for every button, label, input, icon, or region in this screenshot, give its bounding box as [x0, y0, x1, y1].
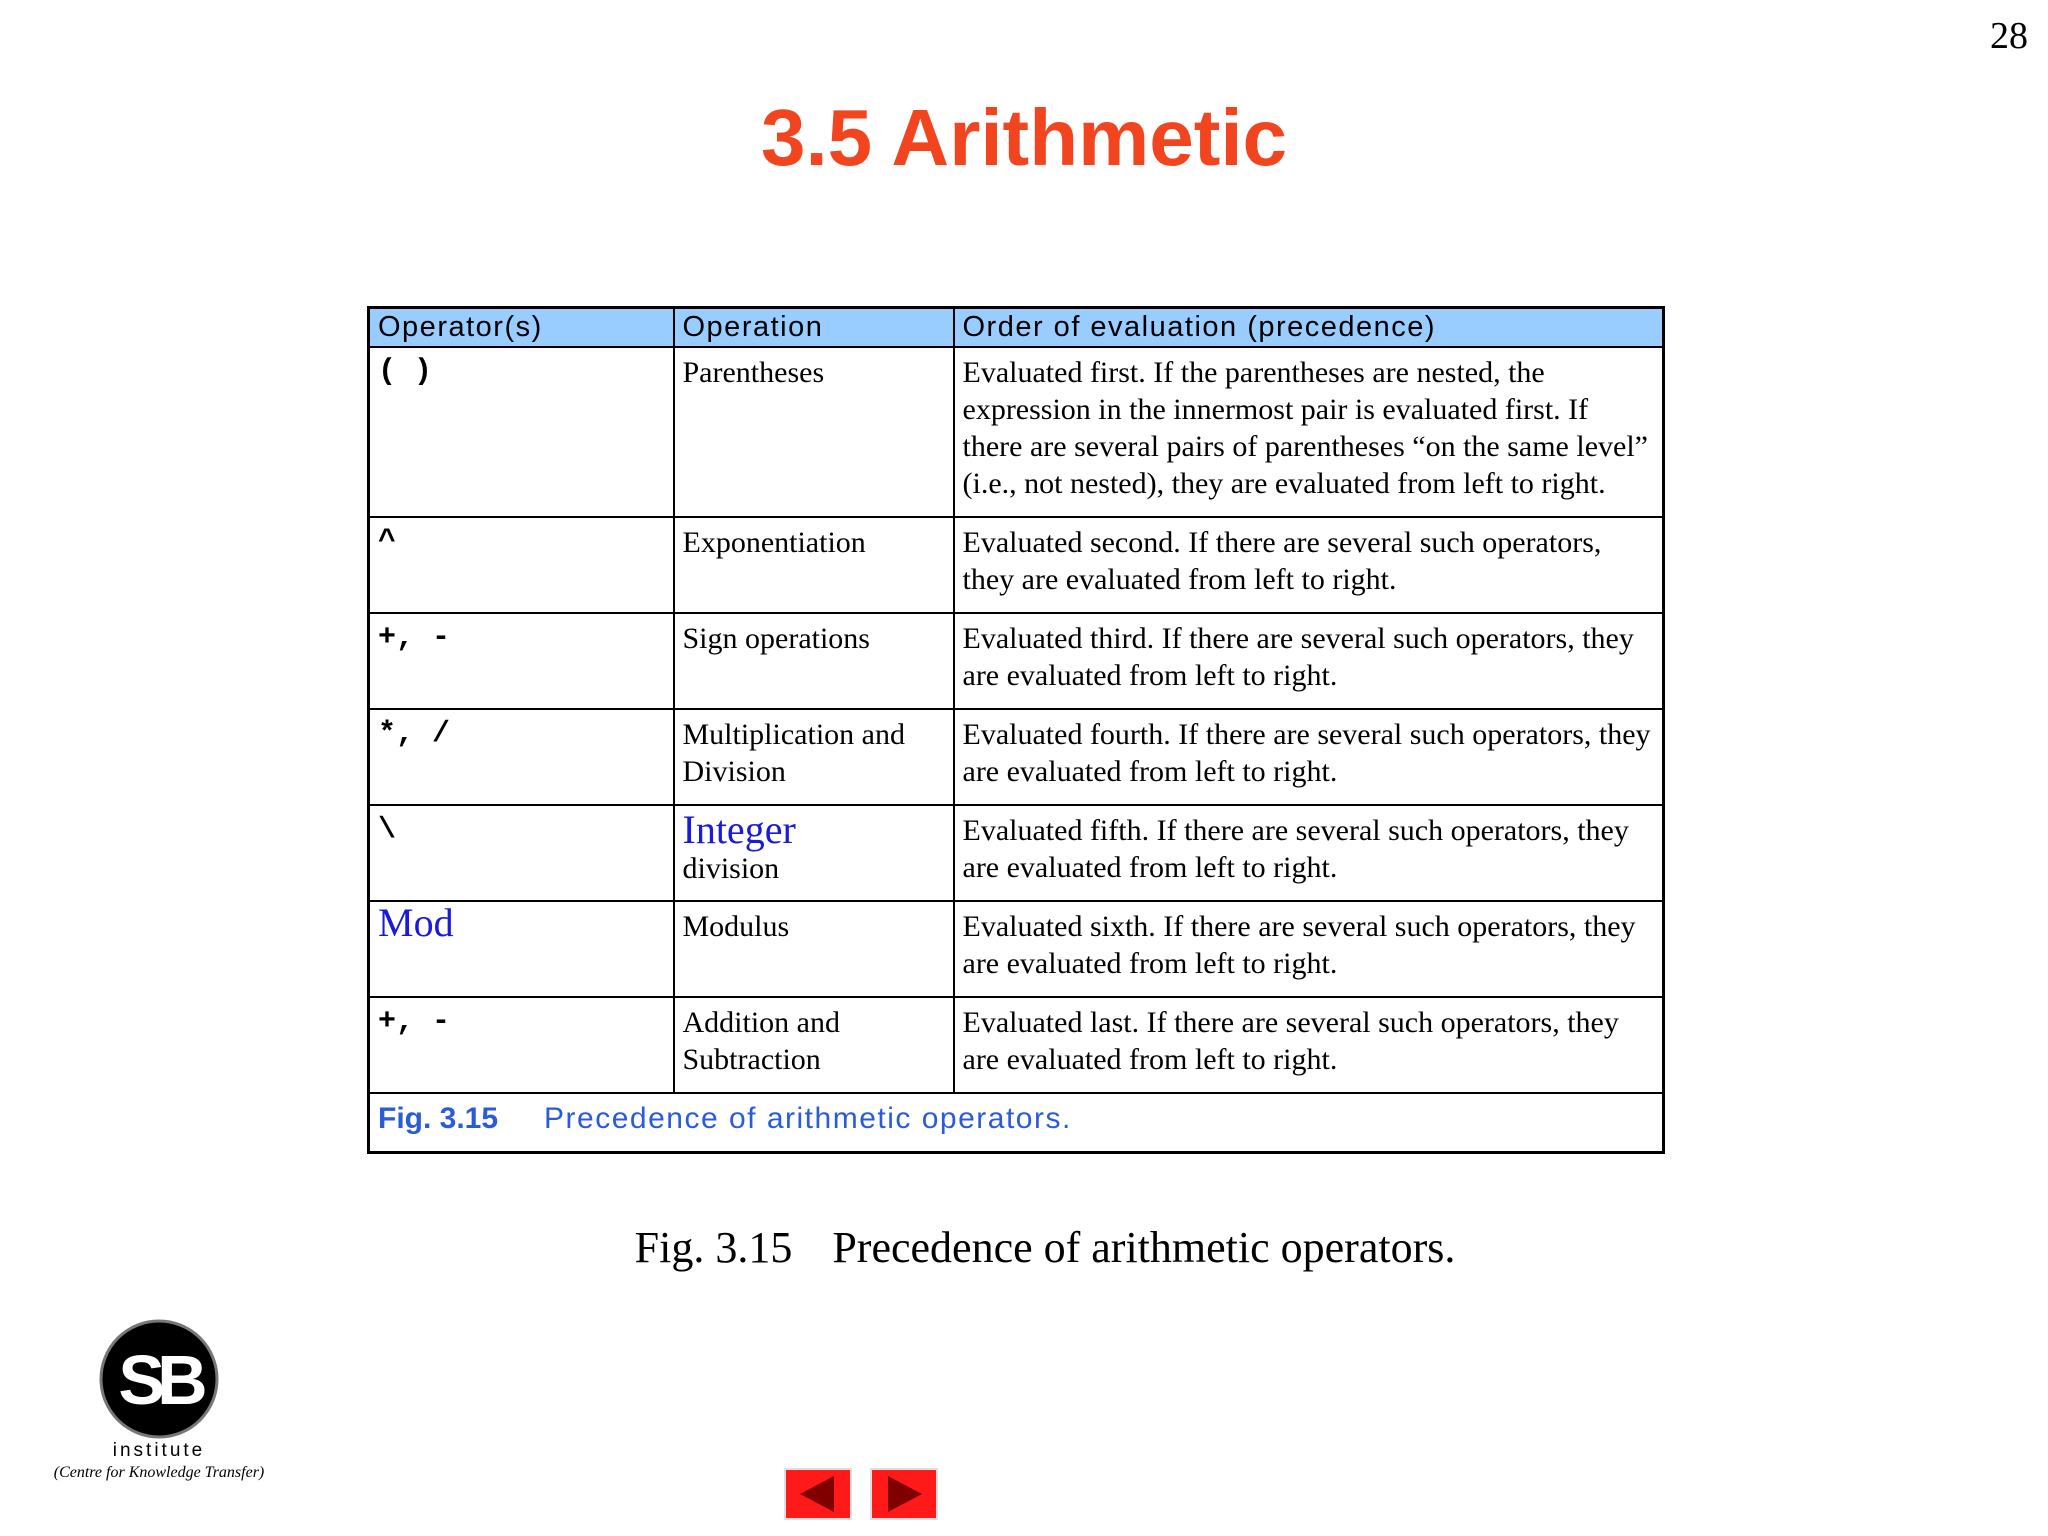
- table-header-row: [369, 308, 1664, 348]
- table-caption-row: [369, 1093, 1664, 1153]
- operation-cell: Exponentiation: [674, 517, 954, 613]
- logo-text: institute: [112, 1440, 206, 1461]
- order-cell: Evaluated fourth. If there are several such operators, they are evaluated from left to right.: [954, 709, 1664, 805]
- operator-cell: +, -: [369, 997, 674, 1093]
- operator-cell: ( ): [369, 347, 674, 517]
- svg-text:SB: SB: [118, 1341, 200, 1419]
- previous-slide-button[interactable]: [784, 1468, 852, 1520]
- figure-caption-number: Fig. 3.15: [634, 1223, 793, 1272]
- figure-caption: [0, 1222, 2048, 1273]
- operator-cell: ^: [369, 517, 674, 613]
- header-operation: Operation: [674, 308, 954, 348]
- operator-cell: *, /: [369, 709, 674, 805]
- order-cell: Evaluated last. If there are several such operators, they are evaluated from left to right.: [954, 997, 1664, 1093]
- table-caption: [369, 1093, 1664, 1153]
- table-row: [369, 901, 1664, 997]
- order-cell: Evaluated sixth. If there are several such operators, they are evaluated from left to right.: [954, 901, 1664, 997]
- logo-subtext: (Centre for Knowledge Transfer): [53, 1464, 265, 1481]
- operator-cell: [369, 901, 674, 997]
- order-cell: Evaluated second. If there are several such operators, they are evaluated from left to right.: [954, 517, 1664, 613]
- header-order: Order of evaluation (precedence): [954, 308, 1664, 348]
- operation-cell: Sign operations: [674, 613, 954, 709]
- precedence-table: [367, 306, 1665, 1154]
- figure-caption-text: Precedence of arithmetic operators.: [832, 1223, 1456, 1272]
- operation-cell: Parentheses: [674, 347, 954, 517]
- order-cell: Evaluated third. If there are several such operators, they are evaluated from left to right.: [954, 613, 1664, 709]
- operator-cell: +, -: [369, 613, 674, 709]
- arrow-right-icon: [872, 1470, 936, 1518]
- table-caption-label: Fig. 3.15: [378, 1102, 499, 1135]
- order-cell: Evaluated first. If the parentheses are nested, the expression in the innermost pair is evaluated first. If there are several pairs of parentheses “on the same level” (i.e., not nested), they are evaluated from left to right.: [954, 347, 1664, 517]
- table-row: [369, 347, 1664, 517]
- operation-cell: Multiplication and Division: [674, 709, 954, 805]
- table-row: [369, 517, 1664, 613]
- operation-text: division: [682, 852, 780, 885]
- table-row: [369, 709, 1664, 805]
- order-cell: Evaluated fifth. If there are several such operators, they are evaluated from left to right.: [954, 805, 1664, 901]
- operation-cell: [674, 805, 954, 901]
- next-slide-button[interactable]: [870, 1468, 938, 1520]
- arrow-left-icon: [786, 1470, 850, 1518]
- operator-cell: \: [369, 805, 674, 901]
- operator-highlight: Mod: [378, 900, 454, 945]
- institute-logo: [34, 1318, 284, 1482]
- header-operators: Operator(s): [369, 308, 674, 348]
- table-row: [369, 805, 1664, 901]
- table-row: [369, 613, 1664, 709]
- table-caption-text: Precedence of arithmetic operators.: [544, 1102, 1072, 1135]
- page-number: 28: [1990, 15, 2028, 57]
- operation-cell: Modulus: [674, 901, 954, 997]
- slide-title: 3.5 Arithmetic: [760, 93, 1288, 182]
- operation-cell: Addition and Subtraction: [674, 997, 954, 1093]
- operation-highlight: Integer: [682, 807, 796, 852]
- table-row: [369, 997, 1664, 1093]
- sb-logo-icon: [98, 1318, 220, 1440]
